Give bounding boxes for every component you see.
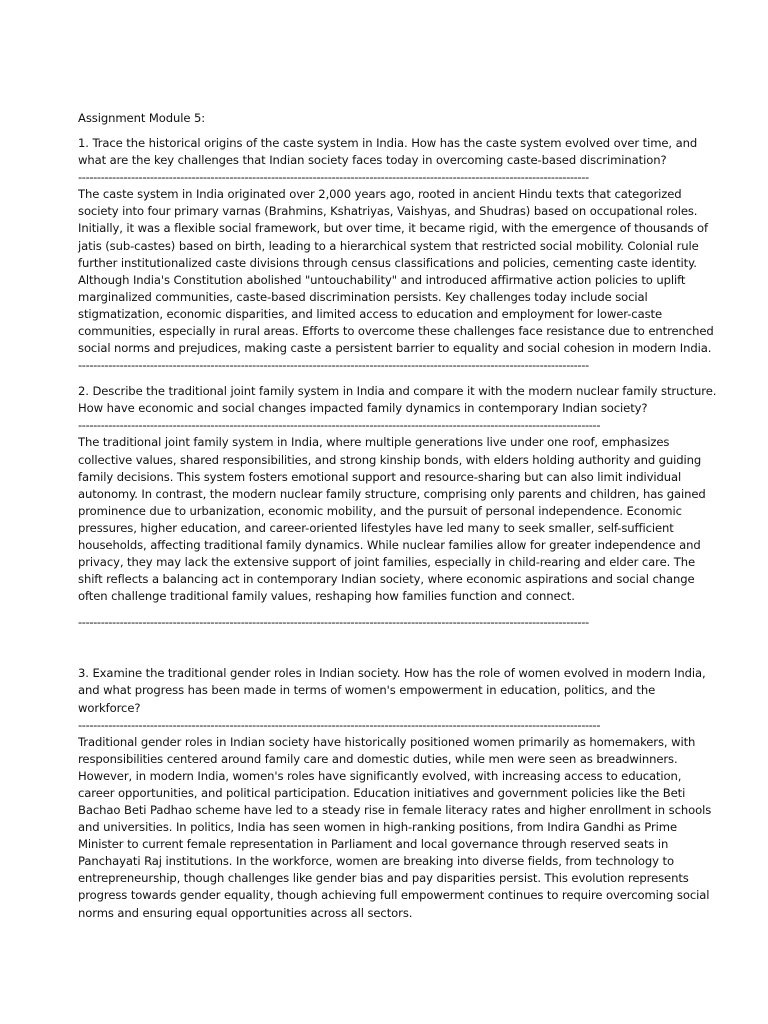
question-section-1: [78, 135, 718, 374]
spacer: [78, 374, 718, 383]
separator-line: ---------------------------------------------------------------------------------------------------------------------------------------: [78, 170, 589, 185]
spacer: [78, 631, 718, 665]
question-section-3: [78, 665, 718, 921]
separator-line: ---------------------------------------------------------------------------------------------------------------------------------------: [78, 358, 589, 373]
question-3: 3. Examine the traditional gender roles in Indian society. How has the role of women evolved in modern India, and what progress has been made in terms of women's empowerment in education, politics, and the workforce?: [78, 666, 706, 715]
separator-line: ------------------------------------------------------------------------------------------------------------------------------------------: [78, 418, 601, 433]
answer-3: Traditional gender roles in Indian society have historically positioned women primarily as homemakers, with responsibilities centered around family care and domestic duties, while men were seen as breadwinners. However, in modern India, women's roles have significantly evolved, with increasing access to education, career opportunities, and political participation. Education initiatives and government policies like the Beti Bachao Beti Padhao scheme have led to a steady rise in female literacy rates and higher enrollment in schools and universities. In politics, India has seen women in high-ranking positions, from Indira Gandhi as Prime Minister to current female representation in Parliament and local governance through reserved seats in Panchayati Raj institutions. In the workforce, women are breaking into diverse fields, from technology to entrepreneurship, though challenges like gender bias and pay disparities persist. This evolution represents progress towards gender equality, though achieving full empowerment continues to require overcoming social norms and ensuring equal opportunities across all sectors.: [78, 734, 712, 920]
answer-2: The traditional joint family system in India, where multiple generations live under one roof, emphasizes collective values, shared responsibilities, and strong kinship bonds, with elders holding authority and guiding family decisions. This system fosters emotional support and resource-sharing but can also limit individual autonomy. In contrast, the modern nuclear family structure, comprising only parents and children, has gained prominence due to urbanization, economic mobility, and the pursuit of personal independence. Economic pressures, higher education, and career-oriented lifestyles have led many to seek smaller, self-sufficient households, affecting traditional family dynamics. While nuclear families allow for greater independence and privacy, they may lack the extensive support of joint families, especially in child-rearing and elder care. The shift reflects a balancing act in contemporary Indian society, where economic aspirations and social change often challenge traditional family values, reshaping how families function and connect.: [78, 435, 706, 604]
question-2: 2. Describe the traditional joint family system in India and compare it with the modern nuclear family structure. How have economic and social changes impacted family dynamics in contemporary Indian society?: [78, 384, 717, 416]
question-1: 1. Trace the historical origins of the caste system in India. How has the caste system evolved over time, and what are the key challenges that Indian society faces today in overcoming caste-based discrimination?: [78, 136, 698, 168]
document-title: Assignment Module 5:: [78, 111, 206, 125]
document-page: [78, 110, 718, 922]
answer-1: The caste system in India originated over 2,000 years ago, rooted in ancient Hindu texts that categorized society into four primary varnas (Brahmins, Kshatriyas, Vaishyas, and Shudras) based on occupational roles. Initially, it was a flexible social framework, but over time, it became rigid, with the emergence of thousands of jatis (sub-castes) based on birth, leading to a hierarchical system that restricted social mobility. Colonial rule further institutionalized caste divisions through census classifications and policies, cementing caste identity. Although India's Constitution abolished "untouchability" and introduced affirmative action policies to uplift marginalized communities, caste-based discrimination persists. Key challenges today include social stigmatization, economic disparities, and limited access to education and employment for lower-caste communities, especially in rural areas. Efforts to overcome these challenges face resistance due to entrenched social norms and prejudices, making caste a persistent barrier to equality and social cohesion in modern India.: [78, 187, 714, 356]
spacer: [78, 605, 718, 614]
separator-line: ------------------------------------------------------------------------------------------------------------------------------------------: [78, 717, 601, 732]
question-section-2: [78, 383, 718, 631]
separator-line: ---------------------------------------------------------------------------------------------------------------------------------------: [78, 615, 589, 630]
